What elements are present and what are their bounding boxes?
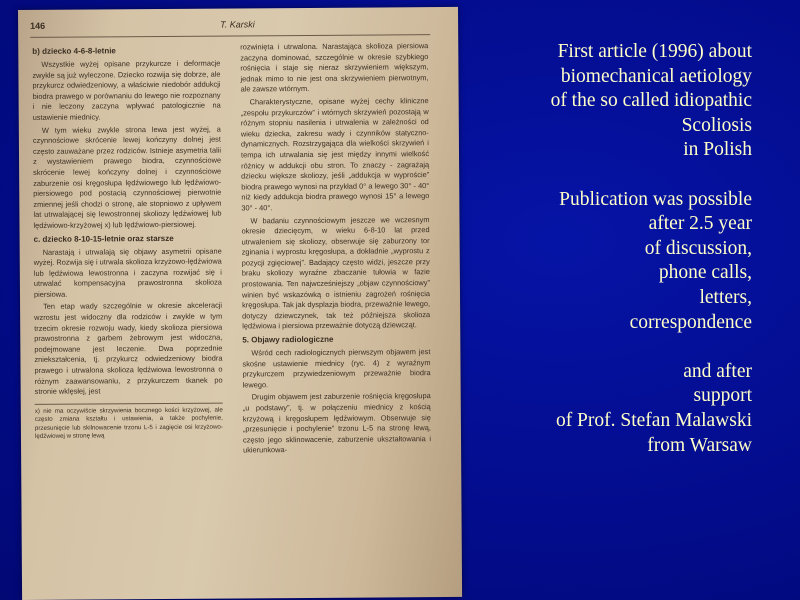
- right-text-column: [240, 41, 431, 458]
- running-head-author: T. Karski: [220, 19, 255, 30]
- slide-text-line: letters,: [699, 286, 752, 308]
- slide-line-gap: [442, 163, 752, 188]
- slide-text-line: phone calls,: [658, 262, 752, 284]
- slide-text-line: biomechanical aetiology: [560, 65, 752, 87]
- paragraph: W badaniu czynnościowym jeszcze we wczesnym okresie dziecięcym, w wieku 6-8-10 lat przed utrwaleniem się skoliozy, obserwuje się zaburzony tor zginania i wyprostu kręgosłupa, a dokładnie „wyprostu z pozycji zgięciowej”. Badający często widzi, jeszcze przy braku skoliozy wyraźne zbaczanie tułowia w fazie prostowania. Ten najwcześniejszy „objaw czynnościowy” winien być wskazówką o istnieniu zagrożeń rośnięcia kręgosłupa. Tak jak dysplazja biodra, przeważnie lewego, dotyczy dziewczynek, tak też późniejsza skolioza lędźwiowa i piersiowa przeważnie dotyczą dziewcząt.: [241, 214, 431, 331]
- paragraph: Wszystkie wyżej opisane przykurcze i deformacje zwykle są już wyleczone. Dziecko rozwija się dobrze, ale przykurcz odwiedzeniowy, a właściwie niedobór addukcji biodra prawego w porównaniu do lewego nie rozpoznany i nie leczony zaczyna wpływać patologicznie na ustawienie miednicy.: [32, 58, 221, 122]
- slide-text-line: from Warsaw: [647, 434, 752, 456]
- slide-text-line: First article (1996) about: [557, 41, 752, 62]
- slide-text-line: Publication was possible: [559, 188, 752, 210]
- paragraph: Wśród cech radiologicznych pierwszym objawem jest skośne ustawienie miednicy (ryc. 4) z wyraźnym przykurczem przywiedzeniowym przeważnie biodra lewego.: [242, 347, 431, 390]
- paragraph: Narastają i utrwalają się objawy asymetrii opisane wyżej. Rozwija się i utrwala skolioza krzyżowo-lędźwiowa lub lędźwiowa lewostronna i zaczyna rozwijać się i utrwalać kompensacyjna prawostronna skolioza piersiowa.: [33, 246, 222, 299]
- section-heading: b) dziecko 4-6-8-letnie: [32, 46, 116, 56]
- left-text-column: [32, 43, 223, 444]
- slide-text-line: of the so called idiopathic: [550, 90, 752, 112]
- slide-text-block: [442, 40, 752, 458]
- journal-page-photo: [18, 7, 462, 600]
- page-header: [30, 16, 430, 38]
- section-heading: 5. Objawy radiologiczne: [242, 334, 334, 345]
- paragraph: rozwinięta i utrwalona. Narastająca skolioza piersiowa zaczyna dominować, szczególnie w okresie szybkiego rośnięcia i staje się nieraz skrzywieniem większym, jednak mimo to nie jest ona skrzywieniem pierwotnym, ale zawsze wtórnym.: [240, 41, 429, 94]
- paragraph: W tym wieku zwykle strona lewa jest wyżej, a czynnościowe skrócenie lewej kończyny dolnej jest często zauważane przez rodziców. Istnieje asymetria talii z wystawieniem prawego biodra, czynnościowe skrócenie lewej kończyny dolnej i czynnościowe zaburzenie osi kręgosłupa lędźwiowego lub lędźwiowo-piersiowego pod postacią czynnościowej pierwotnie zmiennej jeśli chodzi o stronę, ale stopniowo z upływem lat utrwalającej się lewostronnej skoliozy lędźwiowej lub lędźwiowo-krzyżowej x) lub lędźwiowo-piersiowej.: [32, 124, 222, 230]
- slide-text-line: support: [693, 385, 752, 407]
- slide-text-line: after 2.5 year: [648, 213, 752, 235]
- section-heading: c. dziecko 8-10-15-letnie oraz starsze: [33, 233, 174, 244]
- slide-text-line: correspondence: [629, 311, 752, 333]
- slide-text-line: in Polish: [683, 139, 752, 161]
- page-number: 146: [30, 20, 46, 31]
- slide-text-line: of discussion,: [644, 237, 752, 259]
- slide-text-line: of Prof. Stefan Malawski: [555, 409, 752, 431]
- slide-text-line: and after: [683, 360, 752, 382]
- slide-text-line: Scoliosis: [681, 114, 752, 136]
- paragraph: Drugim objawem jest zaburzenie rośnięcia kręgosłupa „u podstawy”, tj. w połączeniu miednicy z kością krzyżową i kręgosłupem lędźwiowym. Obserwuje się „przesunięcie i pochylenie” trzonu L-5 na stronę lewą, często jego sklinowacenie, zaburzenie ukształtowania i ukierunkowa-: [242, 391, 432, 455]
- footnote: x) nie ma oczywiście skrzywienia bocznego kości krzyżowej, ale często zmiana kształtu i ustawienia, a także pochylenie, przesunięcie lub skilnowacenie trzonu L-5 i zagięcie osi krzyżowo-lędźwiowej w stronę lewą: [35, 402, 223, 441]
- paragraph: Ten etap wady szczególnie w okresie akceleracji wzrostu jest widoczny dla rodziców i zwykle w tym trzecim okresie rozwoju wady, kiedy skolioza piersiowa prawostronna z garbem żebrowym jest widoczna, podejmowane jest leczenie. Dwa poprzednie zniekształcenia, tj. przykurcz odwiedzeniowy biodra prawego i utrwalona skolioza lędźwiowa lewostronna o różnym zaawansowaniu, z przykurczem tkanek po stronie wklęsłej, jest: [34, 301, 223, 397]
- paragraph: Charakterystyczne, opisane wyżej cechy kliniczne „zespołu przykurczów” i wtórnych skrzywień pozostają w różnym stopniu nasilenia i utrwalenia w zależności od wieku dziecka, zakresu wady i czynników statyczno-dynamicznych. Rozstrzygająca dla wielkości skrzywień i tempa ich utrwalania się jest między innymi wielkość różnicy w addukcji obu stron. To znaczy - zagrażają dziecku większe skoliozy, jeśli „addukcja w wyproście” biodra prawego wynosi na przykład 0° a lewego 30° - 40° niż kiedy addukcja biodra prawego wynosi 15° a lewego 30° - 40°.: [240, 96, 430, 213]
- slide-line-gap: [442, 335, 752, 360]
